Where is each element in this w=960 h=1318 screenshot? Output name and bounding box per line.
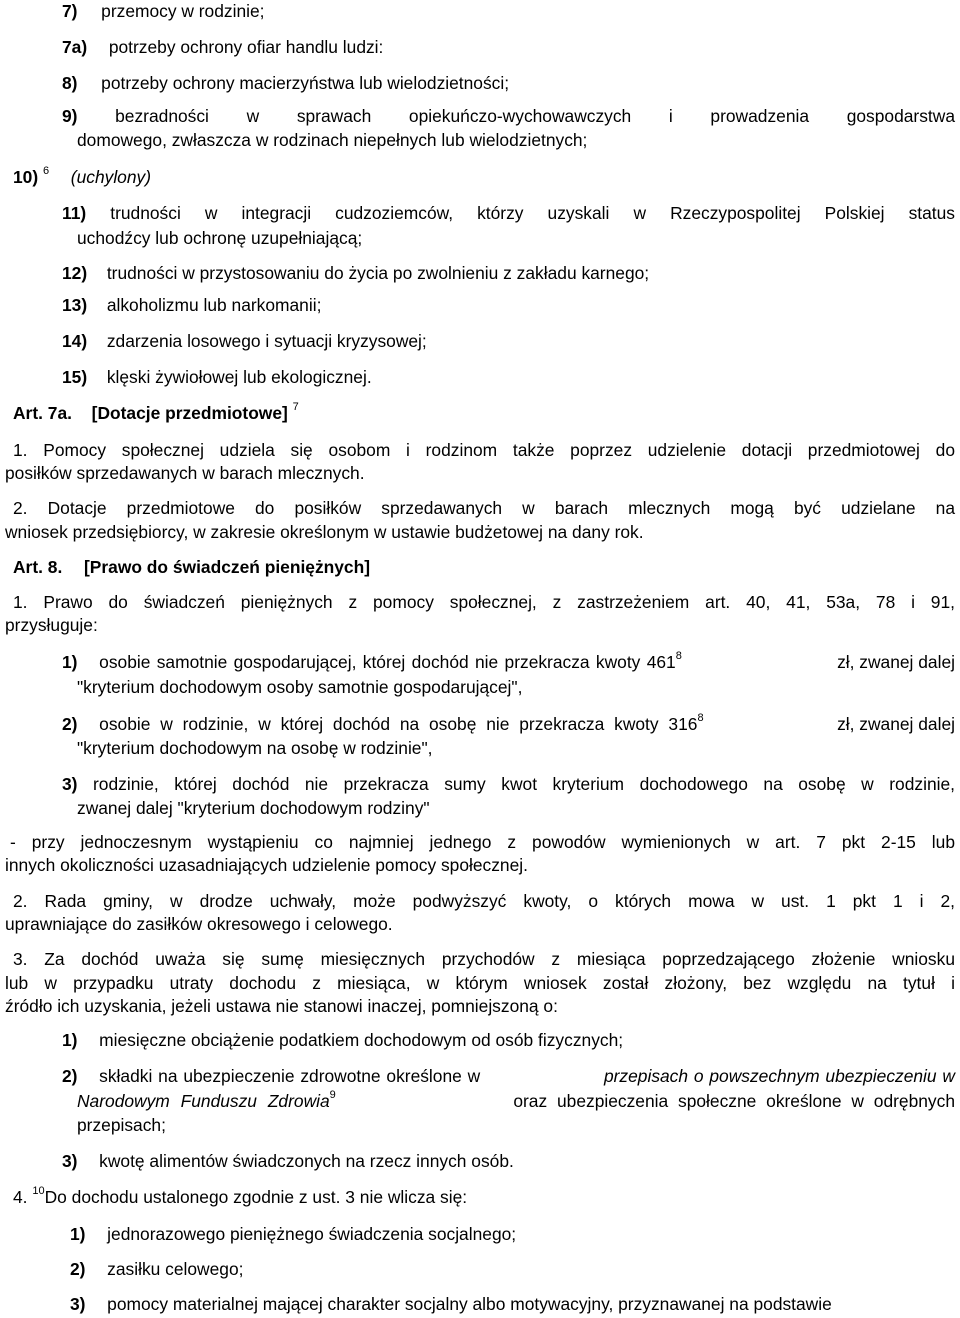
item-text: jednorazowego pieniężnego świadczenia socjalnego; (107, 1224, 517, 1244)
list-item (62, 72, 509, 94)
item-number: 7) (62, 1, 78, 21)
item-text-italic: przepisach o powszechnym ubezpieczeniu w (603, 1066, 955, 1086)
item-number: 9) (62, 106, 78, 126)
item-text-line1: trudności w integracji cudzoziemców, którzy uzyskali w Rzeczypospolitej Polskiej status (110, 203, 955, 223)
item-number: 15) (62, 367, 88, 387)
article-8-heading (13, 556, 370, 578)
article-number: Art. 7a. (13, 403, 72, 423)
footnote-ref: 8 (675, 650, 682, 662)
paragraph-line: uprawniające do zasiłków okresowego i celowego. (5, 914, 393, 934)
paragraph-line: 2. Dotacje przedmiotowe do posiłków sprzedawanych w barach mlecznych mogą być udzielane na (13, 498, 955, 518)
paragraph-line: posiłków sprzedawanych w barach mlecznych. (5, 463, 365, 483)
item-text: zdarzenia losowego i sytuacji kryzysowej; (106, 331, 427, 351)
paragraph-number: 4. (13, 1187, 28, 1207)
item-text: oraz ubezpieczenia społeczne określone w odrębnych (513, 1091, 955, 1111)
item-number: 8) (62, 73, 78, 93)
list-item (62, 36, 383, 58)
article-7a-heading (13, 402, 299, 424)
item-text: potrzeby ochrony ofiar handlu ludzi: (108, 37, 384, 57)
paragraph-line: innych okoliczności uzasadniających udzielenie pomocy społecznej. (5, 855, 528, 875)
paragraph-line: 3. Za dochód uważa się sumę miesięcznych przychodów z miesiąca poprzedzającego złożenie wniosku (13, 949, 955, 969)
list-item-line2 (77, 1090, 955, 1112)
item-number: 2) (62, 1066, 78, 1086)
item-text: miesięczne obciążenie podatkiem dochodowym od osób fizycznych; (99, 1030, 624, 1050)
paragraph-line: - przy jednoczesnym wystąpieniu co najmniej jednego z powodów wymienionych w art. 7 pkt 2-15 lub (10, 832, 955, 852)
list-item (62, 0, 265, 22)
paragraph-line: 2. Rada gminy, w drodze uchwały, może podwyższyć kwoty, o których mowa w ust. 1 pkt 1 i 2, (13, 891, 955, 911)
list-item (70, 1258, 243, 1280)
item-number: 14) (62, 331, 88, 351)
item-text: (uchylony) (70, 167, 152, 187)
footnote-ref: 9 (329, 1089, 336, 1101)
art8-item-2-line2: "kryterium dochodowym na osobę w rodzinie", (77, 738, 433, 758)
item-text-line1: rodzinie, której dochód nie przekracza sumy kwot kryterium dochodowego na osobę w rodzinie, (93, 774, 955, 794)
list-item-11-line2: uchodźcy lub ochronę uzupełniającą; (77, 228, 363, 248)
item-text: zasiłku celowego; (107, 1259, 244, 1279)
paragraph-line: wniosek przedsiębiorcy, w zakresie określonym w ustawie budżetowej na dany rok. (5, 522, 644, 542)
art8-item-1 (62, 651, 955, 673)
item-text-tail: zł, zwanej dalej (837, 652, 955, 672)
list-item (62, 1150, 514, 1172)
paragraph-line: 1. Pomocy społecznej udziela się osobom i rodzinom także poprzez udzielenie dotacji przedmiotowej do (13, 440, 955, 460)
footnote-ref: 10 (32, 1185, 45, 1197)
list-item-9-line2: domowego, zwłaszcza w rodzinach niepełnych lub wielodzietnych; (77, 130, 588, 150)
item-text-line1: osobie w rodzinie, w której dochód na osobę nie przekracza kwoty 316 (99, 714, 698, 734)
item-number: 13) (62, 295, 88, 315)
item-text: pomocy materialnej mającej charakter socjalny albo motywacyjny, przyznawanej na podstawie (107, 1294, 832, 1314)
item-number: 7a) (62, 37, 88, 57)
item-text: potrzeby ochrony macierzyństwa lub wielodzietności; (101, 73, 510, 93)
item-number: 2) (70, 1259, 86, 1279)
item-text-tail: zł, zwanej dalej (837, 714, 955, 734)
paragraph-line: przysługuje: (5, 615, 98, 635)
list-item (62, 330, 427, 352)
list-item (62, 294, 321, 316)
item-text-line1: bezradności w sprawach opiekuńczo-wychowawczych i prowadzenia gospodarstwa (115, 106, 955, 126)
paragraph-line: 1. Prawo do świadczeń pieniężnych z pomocy społecznej, z zastrzeżeniem art. 40, 41, 53a, 78 i 91, (13, 592, 955, 612)
paragraph-line: źródło ich uzyskania, jeżeli ustawa nie stanowi inaczej, pomniejszoną o: (5, 996, 558, 1016)
art8-item-3 (62, 773, 955, 795)
item-number: 3) (62, 1151, 78, 1171)
item-text: kwotę alimentów świadczonych na rzecz innych osób. (99, 1151, 514, 1171)
list-item (62, 1029, 623, 1051)
item-number: 10) (13, 167, 39, 187)
item-number: 1) (62, 1030, 78, 1050)
footnote-ref: 7 (292, 401, 299, 413)
item-text: przemocy w rodzinie; (101, 1, 265, 21)
list-item-10 (13, 166, 151, 188)
footnote-ref: 6 (42, 165, 50, 177)
art8-item-3-line2: zwanej dalej "kryterium dochodowym rodziny" (77, 798, 430, 818)
list-item-11 (62, 202, 955, 224)
list-item-9 (62, 105, 955, 127)
art8-item-2 (62, 713, 955, 735)
paragraph-4 (13, 1186, 467, 1208)
article-number: Art. 8. (13, 557, 63, 577)
item-text-line1: osobie samotnie gospodarującej, której dochód nie przekracza kwoty 461 (99, 652, 676, 672)
item-number: 3) (70, 1294, 86, 1314)
paragraph-line: lub w przypadku utraty dochodu z miesiąca, w którym wniosek został złożony, bez względu na tytuł i (5, 973, 955, 993)
item-number: 2) (62, 714, 78, 734)
article-title: [Dotacje przedmiotowe] (91, 403, 288, 423)
list-item (70, 1223, 516, 1245)
art8-item-1-line2: "kryterium dochodowym osoby samotnie gospodarującej", (77, 677, 523, 697)
item-text: składki na ubezpieczenie zdrowotne określone w (99, 1066, 481, 1086)
paragraph-text: Do dochodu ustalonego zgodnie z ust. 3 nie wlicza się: (44, 1187, 468, 1207)
item-text: alkoholizmu lub narkomanii; (106, 295, 322, 315)
item-number: 1) (62, 652, 78, 672)
list-item-line3: przepisach; (77, 1115, 166, 1135)
item-number: 1) (70, 1224, 86, 1244)
item-number: 11) (62, 203, 87, 223)
list-item (70, 1293, 832, 1315)
list-item (62, 262, 649, 284)
footnote-ref: 8 (697, 712, 704, 724)
item-number: 12) (62, 263, 88, 283)
list-item-line1 (62, 1065, 955, 1087)
item-text: klęski żywiołowej lub ekologicznej. (106, 367, 372, 387)
item-text-italic: Narodowym Funduszu Zdrowia (77, 1091, 330, 1111)
item-text: trudności w przystosowaniu do życia po zwolnieniu z zakładu karnego; (106, 263, 650, 283)
list-item (62, 366, 372, 388)
article-title: [Prawo do świadczeń pieniężnych] (83, 557, 371, 577)
item-number: 3) (62, 774, 78, 794)
